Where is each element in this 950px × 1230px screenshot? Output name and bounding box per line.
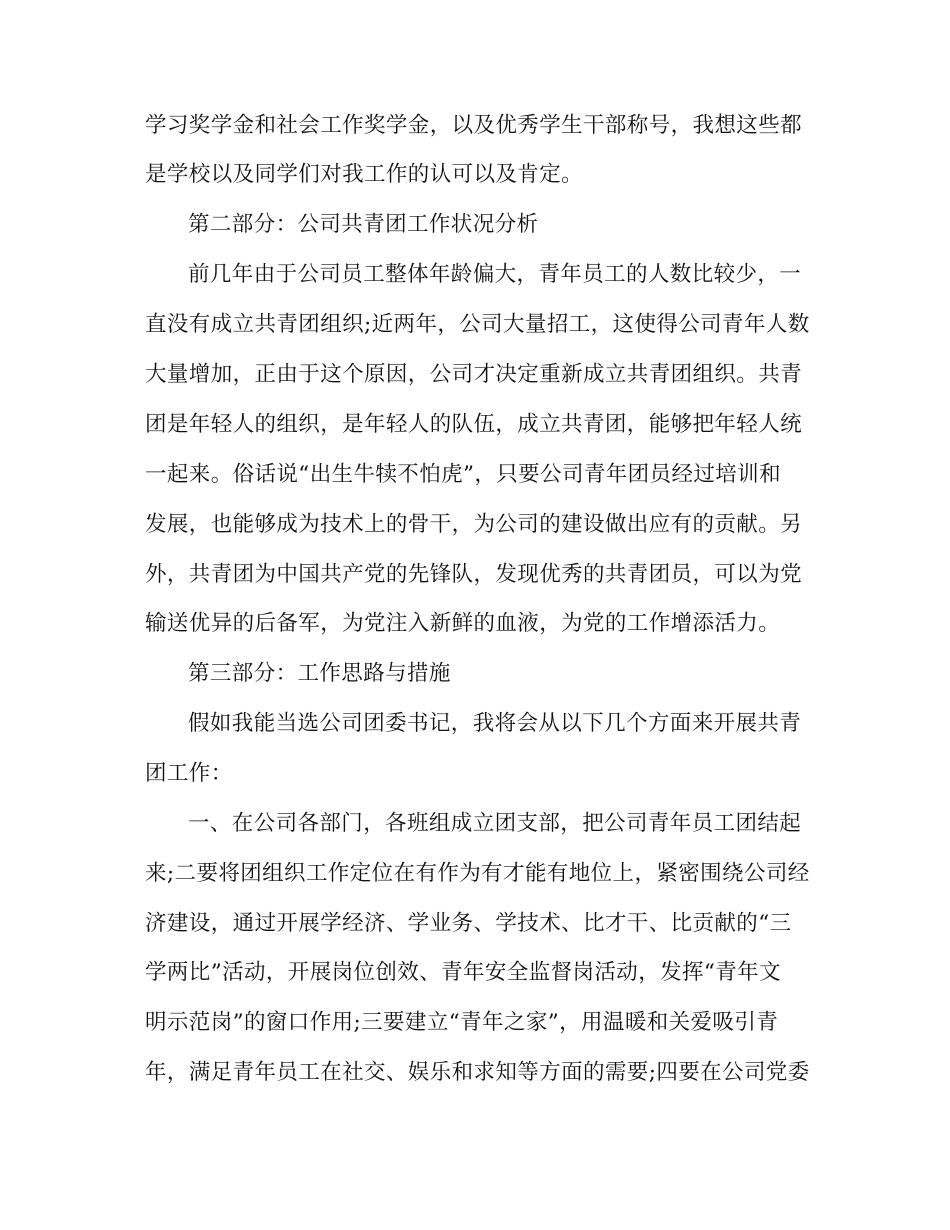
section-heading-3: 第三部分：工作思路与措施: [188, 661, 451, 686]
text-line-4: 前几年由于公司员工整体年龄偏大，青年员工的人数比较少，一: [188, 262, 802, 287]
text-line-7: 团是年轻人的组织，是年轻人的队伍，成立共青团，能够把年轻人统: [145, 412, 803, 437]
text-line-19: 明示范岗”的窗口作用;三要建立“青年之家”，用温暖和关爱吸引青: [145, 1010, 779, 1035]
text-line-11: 输送优异的后备军，为党注入新鲜的血液，为党的工作增添活力。: [145, 611, 781, 636]
text-line-8: 一起来。俗话说“出生牛犊不怕虎”，只要公司青年团员经过培训和: [145, 462, 781, 487]
text-line-14: 团工作：: [145, 761, 233, 786]
text-line-13: 假如我能当选公司团委书记，我将会从以下几个方面来开展共青: [188, 711, 802, 736]
text-line-16: 来;二要将团组织工作定位在有作为有才能有地位上，紧密围绕公司经: [145, 861, 810, 886]
text-line-5: 直没有成立共青团组织;近两年，公司大量招工，这使得公司青年人数: [145, 312, 810, 337]
text-line-9: 发展，也能够成为技术上的骨干，为公司的建设做出应有的贡献。另: [145, 512, 803, 537]
text-line-1: 学习奖学金和社会工作奖学金，以及优秀学生干部称号，我想这些都: [145, 113, 803, 138]
text-line-6: 大量增加，正由于这个原因，公司才决定重新成立共青团组织。共青: [145, 362, 803, 387]
text-line-17: 济建设，通过开展学经济、学业务、学技术、比才干、比贡献的“三: [145, 911, 792, 936]
text-line-18: 学两比”活动，开展岗位创效、青年安全监督岗活动，发挥“青年文: [145, 960, 781, 985]
text-line-20: 年，满足青年员工在社交、娱乐和求知等方面的需要;四要在公司党委: [145, 1060, 810, 1085]
text-line-2: 是学校以及同学们对我工作的认可以及肯定。: [145, 162, 584, 187]
text-line-10: 外，共青团为中国共产党的先锋队，发现优秀的共青团员，可以为党: [145, 562, 803, 587]
text-line-15: 一、在公司各部门，各班组成立团支部，把公司青年员工团结起: [188, 811, 802, 836]
section-heading-2: 第二部分：公司共青团工作状况分析: [188, 212, 539, 237]
